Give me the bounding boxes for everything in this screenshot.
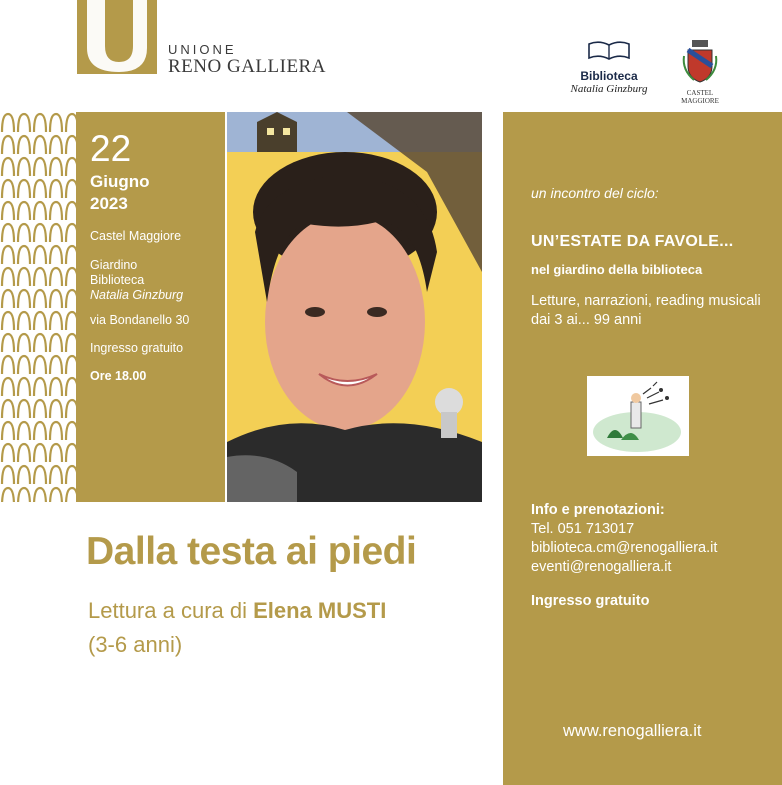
town-name: CASTEL MAGGIORE [681,89,719,105]
cycle-info-panel [503,112,782,785]
coat-of-arms-icon [680,38,720,84]
website-link[interactable]: www.renogalliera.it [563,722,702,740]
u-letter-icon [77,0,157,74]
contact-email-library[interactable]: biblioteca.cm@renogalliera.it [531,540,718,556]
cycle-intro: un incontro del ciclo: [531,185,659,201]
wave-pattern [0,112,76,502]
org-name-line2: RENO GALLIERA [168,56,326,77]
event-info-panel [76,112,225,502]
reader-photo [227,112,482,502]
contact-email-events[interactable]: eventi@renogalliera.it [531,559,672,575]
storyteller-illustration-icon [587,376,689,456]
event-reading-credit [88,598,386,624]
wave-pattern-icon [0,112,76,502]
event-day: 22 [90,128,132,169]
event-venue-line2: Biblioteca [90,273,145,287]
reader-name: Elena MUSTI [253,598,387,623]
portrait-illustration-icon [227,112,482,502]
event-town: Castel Maggiore [90,229,182,243]
contact-title: Info e prenotazioni: [531,502,665,518]
event-time: Ore 18.00 [90,369,147,383]
library-title: Biblioteca [580,69,638,83]
event-month: Giugno [90,172,150,191]
castel-maggiore-crest [673,38,727,105]
cycle-subtitle: nel giardino della biblioteca [531,262,703,277]
cycle-title: UN’ESTATE DA FAVOLE... [531,233,734,250]
event-address: via Bondanello 30 [90,313,190,327]
contact-free-entry: Ingresso gratuito [531,593,650,609]
reading-prefix: Lettura a cura di [88,598,254,623]
event-entry: Ingresso gratuito [90,341,184,355]
event-venue-line1: Giardino [90,258,138,272]
unione-logo-mark [77,0,157,74]
library-logo [560,38,658,95]
event-year: 2023 [90,194,128,213]
event-venue-line3: Natalia Ginzburg [90,288,184,302]
event-title: Dalla testa ai piedi [86,530,417,573]
open-book-icon [587,38,631,62]
contact-phone[interactable]: Tel. 051 713017 [531,521,635,537]
cycle-description: Letture, narrazioni, reading musicali dai 3 ai... 99 anni [531,293,761,328]
org-name-line1: UNIONE [168,42,237,57]
library-name: Natalia Ginzburg [570,83,648,95]
cycle-illustration [587,376,689,456]
event-age-range: (3-6 anni) [88,632,183,657]
